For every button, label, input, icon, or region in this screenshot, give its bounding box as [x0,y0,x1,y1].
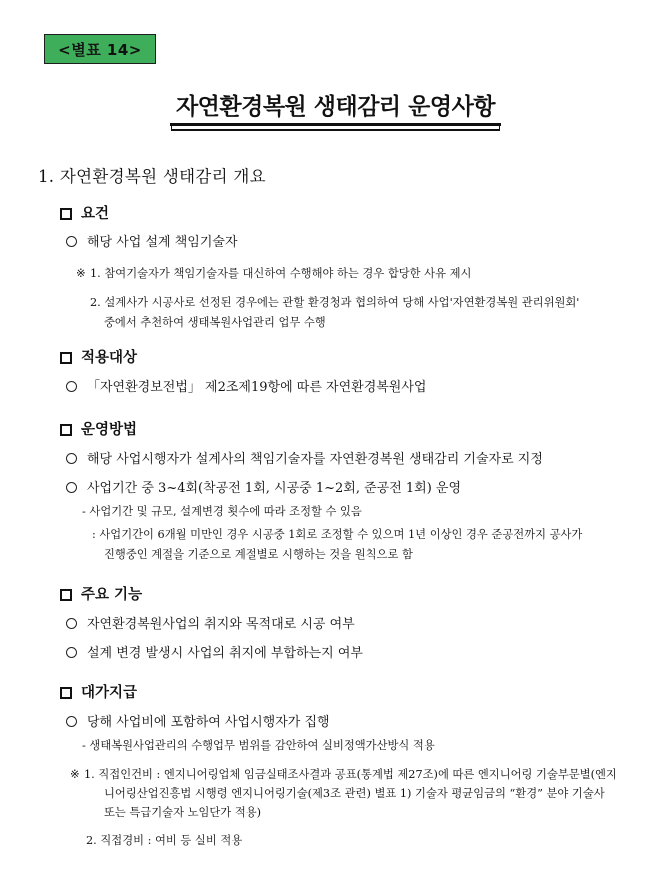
circle-bullet-icon [66,716,77,727]
section-requirements [60,205,109,223]
payment-item [66,714,330,732]
requirements-note-2: 2. 설계사가 시공사로 선정된 경우에는 관할 환경청과 협의하여 당해 사업'자연환경복원 관리위원회' [90,296,580,309]
functions-item-2-text: 설계 변경 발생시 사업의 취지에 부합하는지 여부 [87,646,363,661]
section-method [60,421,137,439]
circle-bullet-icon [66,618,77,629]
method-colon-note-1: : 사업기간이 6개월 미만인 경우 시공중 1회로 조정할 수 있으며 1년 이상인 경우 준공전까지 공사가 [92,528,583,541]
title-wrap [0,88,671,126]
requirements-note-1-text: 1. 참여기술자가 책임기술자를 대신하여 수행해야 하는 경우 합당한 사유 제시 [90,267,472,280]
method-item-1 [66,451,543,469]
payment-note-1-text: 1. 직접인건비 : 엔지니어링업체 임금실태조사결과 공표(통계법 제27조)에 따른 엔지니어링 기술부문별(엔지 [84,768,617,781]
section-scope [60,349,137,367]
requirements-item-text: 해당 사업 설계 책임기술자 [87,235,238,250]
method-dash: - 사업기간 및 규모, 설계변경 횟수에 따라 조정할 수 있음 [82,505,362,518]
section-requirements-title: 요건 [81,206,110,222]
method-item-2-text: 사업기간 중 3~4회(착공전 1회, 시공중 1~2회, 준공전 1회) 운영 [87,481,462,496]
requirements-item [66,234,238,252]
section-functions [60,586,142,604]
functions-item-1-text: 자연환경복원사업의 취지와 목적대로 시공 여부 [87,617,355,632]
section-payment [60,684,137,702]
appendix-tag-label: <별표 14> [58,40,142,59]
payment-dash: - 생태복원사업관리의 수행업무 범위를 감안하여 실비정액가산방식 적용 [82,739,435,752]
section-method-title: 운영방법 [81,422,138,438]
note-mark: ※ [76,267,86,280]
payment-note-1 [70,766,617,783]
method-colon-note-2: 진행중인 계절을 기준으로 계절별로 시행하는 것을 원칙으로 함 [104,548,413,561]
square-bullet-icon [60,208,72,220]
functions-item-2 [66,645,363,663]
payment-item-text: 당해 사업비에 포함하여 사업시행자가 집행 [87,715,330,730]
square-bullet-icon [60,589,72,601]
section-functions-title: 주요 기능 [81,587,143,603]
heading-1: 1. 자연환경복원 생태감리 개요 [38,167,266,186]
payment-note-2: 2. 직접경비 : 여비 등 실비 적용 [86,834,243,847]
circle-bullet-icon [66,381,77,392]
payment-note-1-cont-2: 또는 특급기술자 노임단가 적용) [104,806,262,819]
scope-item-text: 「자연환경보전법」 제2조제19항에 따른 자연환경복원사업 [87,380,427,395]
page-title: 자연환경복원 생태감리 운영사항 [170,88,501,126]
circle-bullet-icon [66,482,77,493]
method-item-2 [66,480,461,498]
payment-note-1-cont-1: 니어링산업진흥법 시행령 엔지니어링기술(제3조 관련) 별표 1) 기술자 평균임금의 “환경” 분야 기술사 [104,787,605,800]
section-scope-title: 적용대상 [81,350,138,366]
square-bullet-icon [60,352,72,364]
appendix-tag [44,34,156,64]
note-mark: ※ [70,768,80,781]
scope-item [66,379,427,397]
functions-item-1 [66,616,355,634]
square-bullet-icon [60,687,72,699]
square-bullet-icon [60,424,72,436]
section-payment-title: 대가지급 [81,685,138,701]
circle-bullet-icon [66,647,77,658]
requirements-note-2-cont: 중에서 추천하여 생태복원사업관리 업무 수행 [104,316,326,329]
circle-bullet-icon [66,453,77,464]
circle-bullet-icon [66,236,77,247]
method-item-1-text: 해당 사업시행자가 설계사의 책임기술자를 자연환경복원 생태감리 기술자로 지정 [87,452,543,467]
requirements-note-1 [76,265,471,282]
